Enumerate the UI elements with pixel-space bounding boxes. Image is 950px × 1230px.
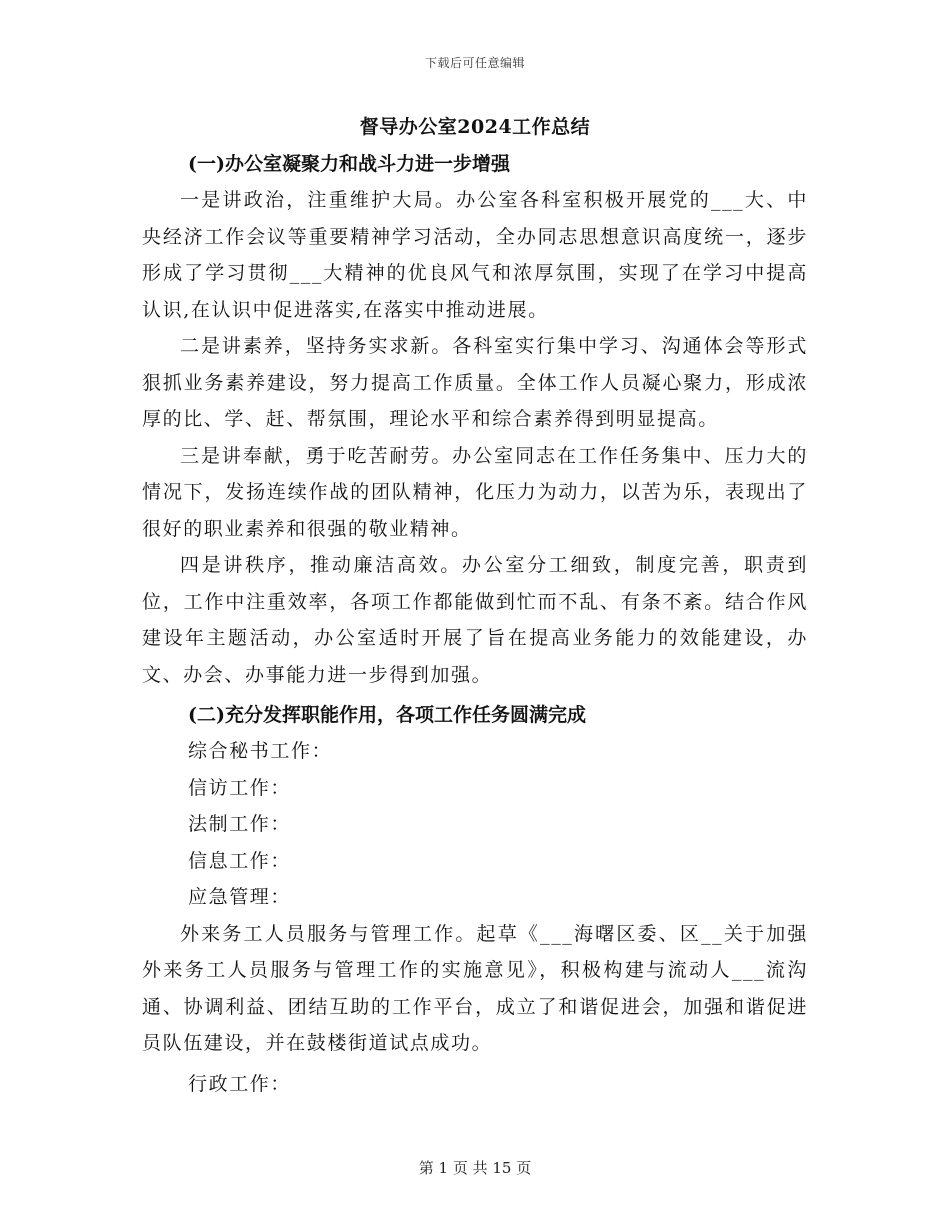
label-secretary-work: 综合秘书工作： bbox=[188, 740, 333, 762]
paragraph-politics: 一是讲政治，注重维护大局。办公室各科室积极开展党的___大、中央经济工作会议等重要精神学习活动，全办同志思想意识高度统一，逐步形成了学习贯彻___大精神的优良风气和浓厚氛围，实现了在学习中提高认识,在认识中促进落实,在落实中推动进展。 bbox=[142, 189, 808, 321]
label-information-work: 信息工作： bbox=[188, 849, 292, 872]
document-body bbox=[142, 146, 808, 1102]
paragraph-quality: 二是讲素养，坚持务实求新。各科室实行集中学习、沟通体会等形式狠抓业务素养建设，努力提高工作质量。全体工作人员凝心聚力，形成浓厚的比、学、赶、帮氛围，理论水平和综合素养得到明显提高。 bbox=[142, 335, 808, 430]
label-petition-work: 信访工作： bbox=[188, 776, 292, 799]
page-header: 下载后可任意编辑 bbox=[424, 56, 525, 70]
page-footer: 第 1 页 共 15 页 bbox=[418, 1159, 532, 1177]
label-legal-work: 法制工作： bbox=[188, 813, 292, 835]
label-administrative-work: 行政工作： bbox=[188, 1072, 292, 1095]
paragraph-order: 四是讲秩序，推动廉洁高效。办公室分工细致，制度完善，职责到位，工作中注重效率，各项工作都能做到忙而不乱、有条不紊。结合作风建设年主题活动，办公室适时开展了旨在提高业务能力的效能建设，办文、办会、办事能力进一步得到加强。 bbox=[142, 554, 808, 686]
section-heading-2: (二)充分发挥职能作用，各项工作任务圆满完成 bbox=[188, 704, 586, 726]
section-heading-1: (一)办公室凝聚力和战斗力进一步增强 bbox=[188, 153, 510, 175]
paragraph-migrant-workers: 外来务工人员服务与管理工作。起草《___海曙区委、区__关于加强外来务工人员服务与管理工作的实施意见》，积极构建与流动人___流沟通、协调利益、团结互助的工作平台，成立了和谐促进会，加强和谐促进员队伍建设，并在鼓楼街道试点成功。 bbox=[142, 922, 808, 1054]
paragraph-dedication: 三是讲奉献，勇于吃苦耐劳。办公室同志在工作任务集中、压力大的情况下，发扬连续作战的团队精神，化压力为动力，以苦为乐，表现出了很好的职业素养和很强的敬业精神。 bbox=[142, 444, 808, 540]
label-emergency-management: 应急管理： bbox=[188, 886, 292, 908]
document-title: 督导办公室2024工作总结 bbox=[359, 116, 591, 138]
